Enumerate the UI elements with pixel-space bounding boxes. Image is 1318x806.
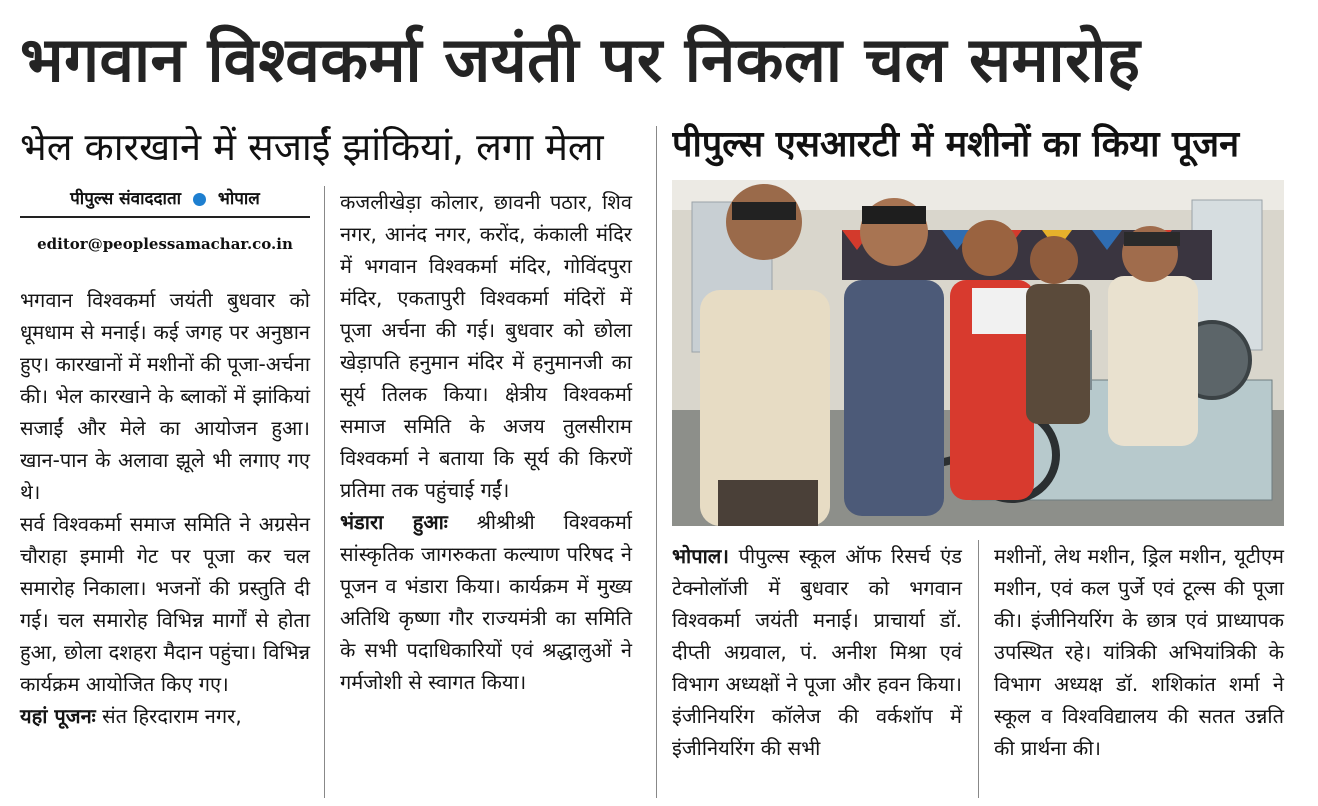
subhead-lead: भंडारा हुआः [340, 510, 448, 534]
paragraph: सर्व विश्वकर्मा समाज समिति ने अग्रसेन चौराहा इमामी गेट पर पूजा कर चल समारोह निकाला। भजनों की प्रस्तुति दी गई। चल समारोह विभिन्न मार्गों से होता हुआ, छोला दशहरा मैदान पहुंचा। विभिन्न कार्यक्रम आयोजित किए गए। [20, 512, 310, 696]
paragraph [20, 700, 310, 732]
dateline: भोपाल। [672, 544, 729, 568]
column-divider [978, 540, 979, 798]
bullet-dot-icon [193, 193, 206, 206]
page-headline: भगवान विश्वकर्मा जयंती पर निकला चल समारोह [20, 23, 1141, 96]
subhead-lead: यहां पूजनः [20, 704, 96, 728]
left-story-subheadline: भेल कारखाने में सजाईं झांकियां, लगा मेला [20, 125, 604, 169]
paragraph-text: श्रीश्रीश्री विश्वकर्मा सांस्कृतिक जागरुकता कल्याण परिषद ने पूजन व भंडारा किया। कार्यक्रम में मुख्य अतिथि कृष्णा गौर राज्यमंत्री का समिति के सभी पदाधिकारियों एवं श्रद्धालुओं ने गर्मजोशी से स्वागत किया। [340, 510, 632, 694]
paragraph: भगवान विश्वकर्मा जयंती बुधवार को धूमधाम से मनाई। कई जगह पर अनुष्ठान हुए। कारखानों में मशीनों की पूजा-अर्चना की। भेल कारखाने के ब्लाकों में झांकियां सजाईं और मेले का आयोजन हुआ। खान-पान के अलावा झूले भी लगाए गए थे। [20, 288, 310, 504]
byline-city: भोपाल [217, 189, 260, 209]
paragraph: कजलीखेड़ा कोलार, छावनी पठार, शिव नगर, आनंद नगर, करोंद, कंकाली मंदिर में भगवान विश्वकर्मा मंदिर, गोविंदपुरा मंदिर, एकतापुरी विश्वकर्मा मंदिरों में पूजा अर्चना की गई। बुधवार को छोला खेड़ापति हनुमान मंदिर में हनुमानजी का सूर्य तिलक किया। क्षेत्रीय विश्वकर्मा समाज समिति के अजय तुलसीराम विश्वकर्मा ने बताया कि सूर्य की किरणें प्रतिमा तक पहुंचाई गईं। [340, 190, 632, 502]
paragraph-text: पीपुल्स स्कूल ऑफ रिसर्च एंड टेक्नोलॉजी में बुधवार को भगवान विश्वकर्मा जयंती मनाई। प्राचार्या डॉ. दीप्ती अग्रवाल, पं. अनीश मिश्रा एवं विभाग अध्यक्षों ने पूजा और हवन किया। इंजीनियरिंग कॉलेज की वर्कशॉप में इंजीनियरिंग की सभी [672, 544, 963, 760]
article-column-2 [340, 186, 632, 698]
photo-workshop-machine-puja-icon [672, 180, 1284, 526]
byline-reporter: पीपुल्स संवाददाता [70, 189, 182, 209]
article-column-1 [20, 284, 310, 732]
paragraph [672, 540, 962, 764]
paragraph [340, 506, 632, 698]
byline [20, 186, 310, 218]
article-column-4 [994, 540, 1284, 764]
right-story-subheadline: पीपुल्स एसआरटी में मशीनों का किया पूजन [672, 124, 1240, 165]
article-column-3 [672, 540, 962, 764]
paragraph: मशीनों, लेथ मशीन, ड्रिल मशीन, यूटीएम मशीन, एवं कल पुर्जे एवं टूल्स की पूजा की। इंजीनियरिंग के छात्र एवं प्राध्यापक उपस्थित रहे। यांत्रिकी अभियांत्रिकी के विभाग अध्यक्ष डॉ. शशिकांत शर्मा ने स्कूल व विश्वविद्यालय की सतत उन्नति की प्रार्थना की। [994, 544, 1284, 760]
column-divider [324, 186, 325, 798]
paragraph-text: संत हिरदाराम नगर, [102, 704, 242, 728]
news-photo [672, 180, 1284, 526]
column-divider [656, 126, 657, 798]
editor-email: editor@peoplessamachar.co.in [37, 235, 293, 253]
